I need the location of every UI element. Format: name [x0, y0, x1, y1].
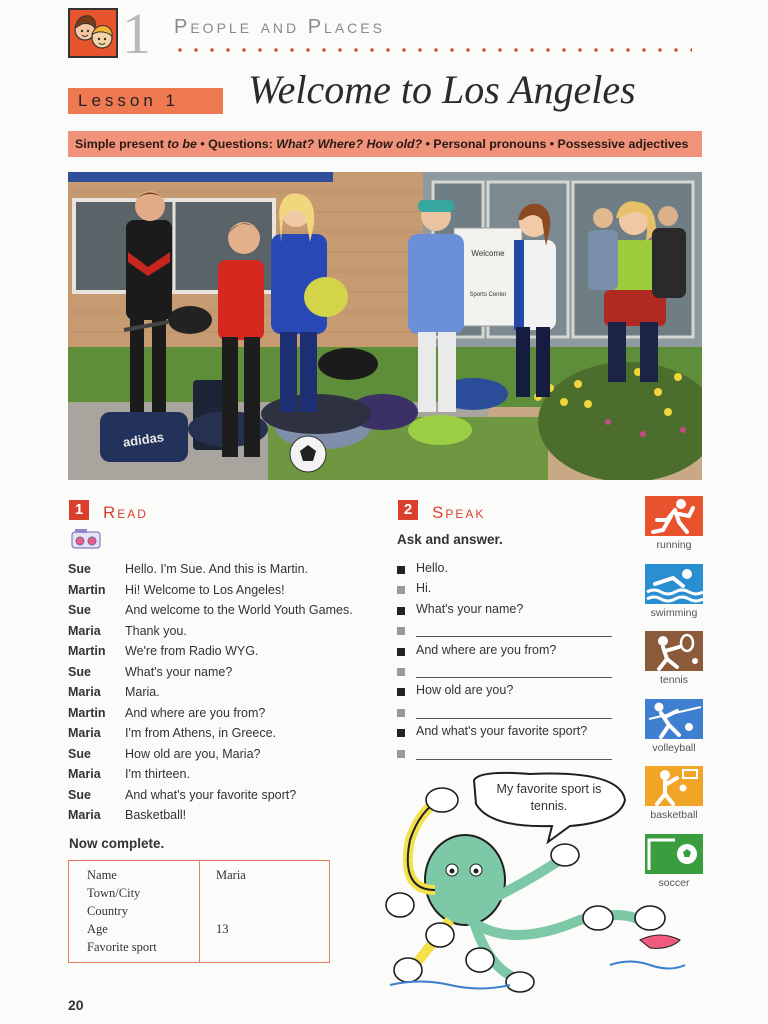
sport-label: volleyball [652, 741, 696, 754]
sport-tennis [645, 631, 703, 686]
dialogue-row [68, 562, 388, 582]
dialogue-line: Hello. I'm Sue. And this is Martin. [125, 562, 309, 576]
topic-fragment: to be [167, 137, 197, 151]
speak-row[interactable] [397, 704, 612, 724]
lesson-title: Welcome to Los Angeles [248, 67, 636, 112]
bullet-square-icon [397, 668, 405, 676]
bullet-square-icon [397, 627, 405, 635]
speak-prompt: And where are you from? [416, 642, 557, 657]
sport-label: running [656, 539, 692, 551]
dialogue-speaker: Sue [68, 746, 91, 761]
answer-blank-line[interactable] [416, 677, 612, 678]
dialogue-line: How old are you, Maria? [125, 746, 261, 761]
sport-label: tennis [659, 674, 689, 686]
dialogue-row [68, 726, 388, 746]
speak-section-title: Speak [432, 503, 486, 522]
dialogue-row [68, 583, 388, 603]
audio-player-icon[interactable] [71, 528, 101, 550]
sport-basketball [645, 766, 703, 821]
page-number: 20 [68, 997, 84, 1013]
dialogue-row [68, 685, 388, 705]
dialogue-line: And what's your favorite sport? [125, 787, 297, 802]
basketball-icon [645, 766, 703, 806]
table-divider [199, 861, 200, 962]
dialogue-speaker: Maria [68, 685, 101, 699]
dialogue-row [68, 665, 388, 685]
table-label: Country [87, 904, 128, 918]
bullet-square-icon [397, 750, 405, 758]
unit-badge-icon [68, 8, 118, 58]
speak-prompt: How old are you? [416, 683, 514, 698]
dialogue-speaker: Maria [68, 808, 101, 822]
sport-swimming [645, 564, 703, 619]
speak-row [397, 724, 612, 744]
ask-answer-instruction: Ask and answer. [397, 532, 503, 547]
bullet-square-icon [397, 729, 405, 737]
speak-row [397, 561, 612, 581]
tennis-icon [645, 631, 703, 671]
sport-label: swimming [650, 606, 698, 619]
dialogue-row [68, 788, 388, 808]
dialogue-row [68, 767, 388, 787]
info-table [68, 860, 330, 963]
answer-blank-line[interactable] [416, 636, 612, 637]
speak-row [397, 581, 612, 601]
lesson-label: Lesson 1 [68, 88, 223, 114]
unit-title: People and Places [174, 16, 385, 38]
table-value: 13 [216, 922, 229, 936]
sport-label: basketball [650, 809, 698, 821]
speak-prompt: Hi. [416, 581, 432, 596]
speech-bubble-text: My favorite sport is tennis. [496, 782, 602, 813]
dialogue-line: What's your name? [125, 664, 233, 679]
topic-fragment: • Questions: [196, 137, 277, 151]
dialogue-line: Thank you. [125, 623, 187, 638]
dialogue-speaker: Martin [68, 644, 106, 658]
dialogue-row [68, 624, 388, 644]
soccer-icon [645, 834, 703, 874]
topic-fragment: • Personal pronouns • Possessive adjectives [422, 137, 689, 151]
dialogue-line: Maria. [125, 685, 160, 699]
dialogue-speaker: Martin [68, 582, 106, 597]
dialogue-row [68, 808, 388, 828]
dialogue-line: I'm thirteen. [125, 767, 190, 781]
sign-text: Welcome [471, 249, 505, 258]
dialogue-speaker: Maria [68, 726, 101, 740]
dotted-divider [172, 47, 692, 53]
table-label: Name [87, 868, 117, 882]
dialogue-speaker: Maria [68, 767, 101, 781]
now-complete-label: Now complete. [69, 836, 165, 851]
table-value: Maria [216, 868, 246, 882]
speak-row[interactable] [397, 745, 612, 765]
topic-fragment: Simple present [75, 137, 168, 151]
dialogue-line: And where are you from? [125, 705, 266, 720]
dialogue-row [68, 603, 388, 623]
speak-row [397, 602, 612, 622]
read-section-title: Read [103, 503, 148, 522]
speak-row[interactable] [397, 622, 612, 642]
speak-prompt: Hello. [416, 561, 448, 575]
photo-students-interview [68, 172, 702, 480]
dialogue-speaker: Sue [68, 603, 91, 617]
dialogue-speaker: Martin [68, 705, 106, 720]
dialogue-speaker: Sue [68, 787, 91, 802]
volleyball-icon [645, 699, 703, 739]
topic-fragment: What? Where? How old? [276, 137, 423, 151]
bullet-square-icon [397, 688, 405, 696]
bullet-square-icon [397, 607, 405, 615]
bullet-square-icon [397, 586, 405, 594]
speak-row[interactable] [397, 663, 612, 683]
bag-brand-text: adidas [121, 429, 165, 450]
table-label: Age [87, 922, 108, 936]
dialogue-row [68, 747, 388, 767]
speak-prompt: And what's your favorite sport? [416, 724, 588, 739]
dialogue-speaker: Maria [68, 623, 101, 638]
dialogue-row [68, 706, 388, 726]
speak-prompt: What's your name? [416, 601, 524, 616]
speak-row [397, 683, 612, 703]
dialogue-line: We're from Radio WYG. [125, 644, 259, 658]
answer-blank-line[interactable] [416, 718, 612, 719]
sport-soccer [645, 834, 703, 889]
sport-running [645, 496, 703, 551]
speak-section-number: 2 [398, 500, 418, 520]
dialogue-speaker: Sue [68, 562, 91, 576]
running-icon [645, 496, 703, 536]
dialogue-row [68, 644, 388, 664]
dialogue-line: I'm from Athens, in Greece. [125, 726, 277, 740]
bullet-square-icon [397, 648, 405, 656]
grammar-topics-bar [68, 131, 702, 157]
bullet-square-icon [397, 709, 405, 717]
bullet-square-icon [397, 566, 405, 574]
table-label: Town/City [87, 886, 141, 900]
sport-label: soccer [658, 876, 690, 889]
dialogue-line: And welcome to the World Youth Games. [125, 603, 353, 617]
dialogue-line: Basketball! [125, 808, 187, 822]
dialogue-line: Hi! Welcome to Los Angeles! [125, 582, 285, 597]
speak-row [397, 643, 612, 663]
sign-subtext: Sports Center [469, 292, 507, 298]
sport-volleyball [645, 699, 703, 754]
table-label: Favorite sport [87, 940, 157, 954]
dialogue-speaker: Sue [68, 664, 91, 679]
answer-blank-line[interactable] [416, 759, 612, 760]
read-section-number: 1 [69, 500, 89, 520]
swimming-icon [645, 564, 703, 604]
unit-number: 1 [122, 1, 151, 66]
